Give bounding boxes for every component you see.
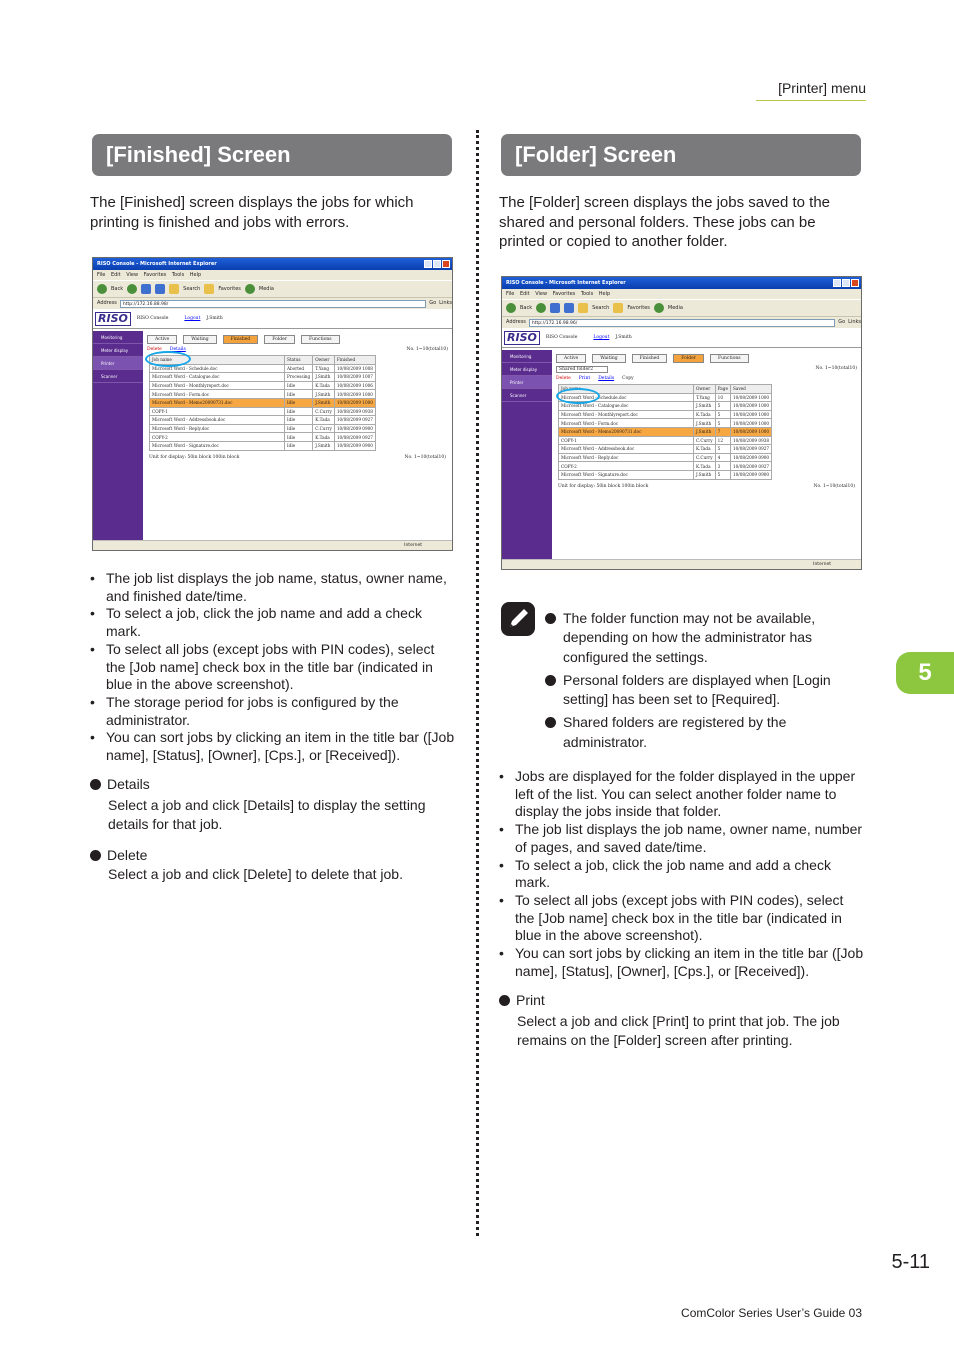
table-cell[interactable]: Microsoft Word - Signature.doc <box>150 441 285 450</box>
details-button[interactable]: Details <box>598 376 615 381</box>
table-cell: Idle <box>285 424 313 433</box>
page-number: 5-11 <box>891 1251 930 1273</box>
riso-logo: RISO <box>504 331 540 345</box>
window-title-bar: RISO Console - Microsoft Internet Explorer <box>502 277 861 289</box>
table-cell: 10/08/2009 1007 <box>334 373 375 382</box>
note-item: Personal folders are displayed when [Login setting] has been set to [Required]. <box>545 671 855 710</box>
table-cell[interactable]: Microsoft Word - Addressbook.doc <box>150 416 285 425</box>
delete-item: Delete Select a job and click [Delete] to delete that job. <box>90 846 456 884</box>
table-cell: 5 <box>715 410 730 419</box>
folder-bullets <box>499 768 865 980</box>
table-cell: K.Tada <box>694 445 716 454</box>
table-cell: K.Tada <box>313 381 335 390</box>
table-row[interactable] <box>559 462 772 471</box>
column-header[interactable]: Job name <box>559 385 694 394</box>
note-pencil-icon <box>501 602 535 636</box>
address-bar: Address http://172.16.88.98/ Go Links <box>93 298 452 309</box>
menu-bar[interactable]: File Edit View Favorites Tools Help <box>502 289 861 299</box>
delete-button[interactable]: Delete <box>556 376 571 381</box>
table-row[interactable] <box>150 407 376 416</box>
finished-intro: The [Finished] screen displays the jobs for which printing is finished and jobs with errors. <box>90 194 414 231</box>
table-cell: C.Curry <box>313 407 335 416</box>
sidebar-item-meter[interactable]: Meter display <box>502 363 552 376</box>
home-icon[interactable] <box>564 303 574 313</box>
column-header[interactable]: Owner <box>694 385 716 394</box>
table-row[interactable] <box>150 364 376 373</box>
table-cell: J.Smith <box>694 419 716 428</box>
menu-bar[interactable]: File Edit View Favorites Tools Help <box>93 270 452 280</box>
tab-waiting[interactable]: Waiting <box>592 354 625 363</box>
riso-logo: RISO <box>95 312 131 326</box>
table-row[interactable] <box>150 416 376 425</box>
table-cell: 10/08/2009 0938 <box>334 407 375 416</box>
table-row[interactable] <box>150 390 376 399</box>
table-cell: 4 <box>715 453 730 462</box>
details-button[interactable]: Details <box>169 347 186 352</box>
table-cell: Idle <box>285 407 313 416</box>
sidebar-item-scanner[interactable]: Scanner <box>502 389 552 402</box>
table-row[interactable] <box>150 381 376 390</box>
column-header[interactable]: Job name <box>150 356 285 365</box>
table-cell: 3 <box>715 462 730 471</box>
table-cell: Idle <box>285 416 313 425</box>
logout-link[interactable]: Logout <box>593 335 610 340</box>
table-cell: 10/08/2009 1000 <box>334 390 375 399</box>
table-cell[interactable]: COPY-2 <box>559 462 694 471</box>
address-input[interactable]: http://172.16.88.98/ <box>120 300 426 308</box>
tab-waiting[interactable]: Waiting <box>183 335 216 344</box>
job-actions <box>552 376 861 384</box>
bullet-item: • The storage period for jobs is configured by the administrator. <box>90 694 456 729</box>
table-cell[interactable]: COPY-1 <box>559 436 694 445</box>
table-cell: 10/08/2009 1000 <box>730 410 771 419</box>
table-cell[interactable]: Microsoft Word - Signature.doc <box>559 470 694 479</box>
media-icon[interactable] <box>654 303 664 313</box>
maximize-icon[interactable] <box>433 260 441 268</box>
table-cell: C.Curry <box>313 424 335 433</box>
table-cell[interactable]: Microsoft Word - Schedule.doc <box>559 393 694 402</box>
tab-folder[interactable]: Folder <box>264 335 295 344</box>
table-cell: 10/08/2009 0900 <box>730 470 771 479</box>
tab-finished[interactable]: Finished <box>223 335 259 344</box>
table-cell: 10/08/2009 1006 <box>334 381 375 390</box>
table-cell: 10/08/2009 0938 <box>730 436 771 445</box>
unit-100-radio[interactable]: 100in block <box>621 483 649 489</box>
print-button[interactable]: Print <box>578 376 591 381</box>
search-icon[interactable] <box>169 284 179 294</box>
column-header[interactable]: Page <box>715 385 730 394</box>
console-sidebar <box>93 331 143 542</box>
sidebar-item-printer[interactable]: Printer <box>502 376 552 389</box>
stop-icon[interactable] <box>141 284 151 294</box>
table-row[interactable] <box>150 373 376 382</box>
table-cell[interactable]: Microsoft Word - Memo20090731.doc <box>559 427 694 436</box>
table-cell[interactable]: Microsoft Word - Form.doc <box>559 419 694 428</box>
table-cell: K.Tada <box>694 410 716 419</box>
table-cell: 10/08/2009 0900 <box>334 424 375 433</box>
bullet-item: • The job list displays the job name, status, owner name, and finished date/time. <box>90 570 456 605</box>
table-cell: 10/08/2009 1000 <box>730 419 771 428</box>
table-cell: C.Curry <box>694 436 716 445</box>
folder-select[interactable]: Shared folder2 <box>556 366 608 373</box>
console-tabs <box>552 350 861 363</box>
tab-finished[interactable]: Finished <box>632 354 668 363</box>
table-cell: 10/08/2009 0927 <box>730 445 771 454</box>
table-cell[interactable]: Microsoft Word - Reply.doc <box>150 424 285 433</box>
sidebar-item-meter[interactable]: Meter display <box>93 344 143 357</box>
table-row[interactable] <box>559 402 772 411</box>
folder-screenshot <box>501 276 862 570</box>
browser-toolbar: Back Search Favorites Media <box>502 299 861 317</box>
table-cell: Aborted <box>285 364 313 373</box>
stop-icon[interactable] <box>550 303 560 313</box>
table-cell: K.Tada <box>313 433 335 442</box>
table-cell[interactable]: COPY-1 <box>150 407 285 416</box>
console-header: RISO RISO Console Logout J.Smith <box>93 309 452 329</box>
table-row[interactable] <box>559 436 772 445</box>
go-button[interactable]: Go <box>838 319 846 325</box>
table-cell: 7 <box>715 427 730 436</box>
forward-icon[interactable] <box>536 303 546 313</box>
table-cell: Idle <box>285 398 313 407</box>
maximize-icon[interactable] <box>842 279 850 287</box>
running-header: [Printer] menu <box>756 80 866 101</box>
table-row[interactable] <box>559 410 772 419</box>
column-header[interactable]: Finished <box>334 356 375 365</box>
table-cell: Idle <box>285 390 313 399</box>
table-row[interactable] <box>559 445 772 454</box>
table-cell: Processing <box>285 373 313 382</box>
close-icon[interactable] <box>851 279 859 287</box>
table-cell: 10/08/2009 1000 <box>730 402 771 411</box>
table-cell: 5 <box>715 445 730 454</box>
table-row[interactable] <box>150 424 376 433</box>
tab-functions[interactable]: Functions <box>301 335 340 344</box>
unit-for-display: Unit for display: 50in block 100in block No. 1~10(total10) <box>149 454 446 460</box>
table-cell: J.Smith <box>313 398 335 407</box>
table-cell: 10/08/2009 1000 <box>334 398 375 407</box>
table-cell: 10/08/2009 0927 <box>334 433 375 442</box>
table-row[interactable] <box>150 433 376 442</box>
table-cell: Idle <box>285 441 313 450</box>
finished-screenshot <box>92 257 453 551</box>
console-sidebar <box>502 350 552 561</box>
favorites-icon[interactable] <box>204 284 214 294</box>
column-header[interactable]: Owner <box>313 356 335 365</box>
finished-bullets <box>90 570 456 765</box>
note-item: Shared folders are registered by the administrator. <box>545 713 855 752</box>
table-cell: 5 <box>715 470 730 479</box>
paging-info: No. 1~10(total10) <box>815 366 857 371</box>
table-cell[interactable]: Microsoft Word - Reply.doc <box>559 453 694 462</box>
table-row[interactable] <box>559 427 772 436</box>
sidebar-item-scanner[interactable]: Scanner <box>93 370 143 383</box>
minimize-icon[interactable] <box>833 279 841 287</box>
table-cell: J.Smith <box>694 402 716 411</box>
table-cell[interactable]: Microsoft Word - Catalogue.doc <box>150 373 285 382</box>
table-row[interactable] <box>559 419 772 428</box>
search-icon[interactable] <box>578 303 588 313</box>
table-cell: Idle <box>285 381 313 390</box>
table-cell: 12 <box>715 436 730 445</box>
tab-functions[interactable]: Functions <box>710 354 749 363</box>
table-cell: 10/08/2009 0900 <box>334 441 375 450</box>
address-bar: Address http://172.16.98.96/ Go Links <box>502 317 861 328</box>
table-cell: 10/08/2009 1000 <box>730 393 771 402</box>
table-cell[interactable]: Microsoft Word - Addressbook.doc <box>559 445 694 454</box>
column-header[interactable]: Saved <box>730 385 771 394</box>
status-bar: Internet <box>93 540 452 550</box>
table-cell[interactable]: Microsoft Word - Schedule.doc <box>150 364 285 373</box>
table-cell: K.Tada <box>694 462 716 471</box>
unit-50-radio[interactable]: 50in block <box>596 483 621 489</box>
window-title-bar: RISO Console - Microsoft Internet Explorer <box>93 258 452 270</box>
table-cell: J.Smith <box>694 470 716 479</box>
table-cell: Idle <box>285 433 313 442</box>
console-tabs <box>143 331 452 344</box>
sidebar-item-printer[interactable]: Printer <box>93 357 143 370</box>
tab-folder[interactable]: Folder <box>673 354 704 363</box>
table-cell[interactable]: Microsoft Word - Memo20090731.doc <box>150 398 285 407</box>
sidebar-item-monitoring[interactable]: Monitoring <box>502 350 552 363</box>
table-cell: 10/08/2009 1008 <box>334 364 375 373</box>
unit-for-display: Unit for display: 50in block 100in block No. 1~10(total10) <box>558 483 855 489</box>
paging-info: No. 1~10(total10) <box>406 347 448 352</box>
console-header: RISO RISO Console Logout J.Smith <box>502 328 861 348</box>
folder-section-title: [Folder] Screen <box>501 134 861 176</box>
tab-active[interactable]: Active <box>556 354 586 363</box>
bullet-item: • You can sort jobs by clicking an item in the title bar ([Job name], [Status], [Owner], [Cps.], or [Received]). <box>499 945 865 980</box>
column-header[interactable]: Status <box>285 356 313 365</box>
tab-active[interactable]: Active <box>147 335 177 344</box>
bullet-item: • You can sort jobs by clicking an item in the title bar ([Job name], [Status], [Owner], [Cps.], or [Received]). <box>90 729 456 764</box>
table-cell: J.Smith <box>313 441 335 450</box>
table-cell: 5 <box>715 419 730 428</box>
table-cell: 5 <box>715 402 730 411</box>
table-cell: 10/08/2009 1000 <box>730 427 771 436</box>
bullet-item: • To select all jobs (except jobs with PIN codes), select the [Job name] check box in the title bar (indicated in blue in the above screenshot). <box>499 892 865 945</box>
address-input[interactable]: http://172.16.98.96/ <box>529 319 835 327</box>
unit-100-radio[interactable]: 100in block <box>212 454 240 460</box>
delete-button[interactable]: Delete <box>147 347 162 352</box>
table-cell[interactable]: Microsoft Word - Form.doc <box>150 390 285 399</box>
bullet-item: • To select all jobs (except jobs with PIN codes), select the [Job name] check box in the title bar (indicated in blue in the above screenshot). <box>90 641 456 694</box>
bullet-item: • The job list displays the job name, owner name, number of pages, and saved date/time. <box>499 821 865 856</box>
table-cell: J.Smith <box>694 427 716 436</box>
folder-intro: The [Folder] screen displays the jobs saved to the shared and personal folders. These jobs can be printed or copied to another folder. <box>499 194 831 250</box>
favorites-icon[interactable] <box>613 303 623 313</box>
table-cell[interactable]: Microsoft Word - Catalogue.doc <box>559 402 694 411</box>
copy-button[interactable]: Copy <box>622 376 634 381</box>
home-icon[interactable] <box>155 284 165 294</box>
job-name-highlight-circle <box>556 388 600 404</box>
job-actions <box>143 344 452 355</box>
unit-50-radio[interactable]: 50in block <box>187 454 212 460</box>
table-cell: 10/08/2009 0927 <box>334 416 375 425</box>
table-cell: 10/08/2009 0900 <box>730 453 771 462</box>
table-row[interactable] <box>150 398 376 407</box>
forward-icon[interactable] <box>127 284 137 294</box>
job-table <box>149 355 376 451</box>
table-cell: J.Smith <box>313 373 335 382</box>
table-row[interactable] <box>150 441 376 450</box>
go-button[interactable]: Go <box>429 300 437 306</box>
bullet-item: • To select a job, click the job name and add a check mark. <box>90 605 456 640</box>
status-bar: Internet <box>502 559 861 569</box>
table-cell: T.Yang <box>313 364 335 373</box>
guide-footer: ComColor Series User’s Guide 03 <box>681 1306 862 1320</box>
bullet-item: • To select a job, click the job name and add a check mark. <box>499 857 865 892</box>
back-icon[interactable] <box>506 303 516 313</box>
close-icon[interactable] <box>442 260 450 268</box>
table-cell[interactable]: Microsoft Word - Monthlyreport.doc <box>150 381 285 390</box>
table-cell[interactable]: COPY-2 <box>150 433 285 442</box>
job-name-highlight-circle <box>145 351 191 367</box>
user-name: J.Smith <box>206 316 223 321</box>
folder-notes <box>545 609 855 756</box>
details-item: Details Select a job and click [Details] to display the setting details for that job. <box>90 775 456 834</box>
table-cell: J.Smith <box>313 390 335 399</box>
finished-section-title: [Finished] Screen <box>92 134 452 176</box>
bullet-item: • Jobs are displayed for the folder displayed in the upper left of the list. You can select another folder name to display the jobs inside that folder. <box>499 768 865 821</box>
table-cell[interactable]: Microsoft Word - Monthlyreport.doc <box>559 410 694 419</box>
browser-toolbar: Back Search Favorites Media <box>93 280 452 298</box>
logout-link[interactable]: Logout <box>184 316 201 321</box>
console-main <box>143 331 452 542</box>
print-item: Print Select a job and click [Print] to print that job. The job remains on the [Folder] screen after printing. <box>499 991 865 1050</box>
media-icon[interactable] <box>245 284 255 294</box>
table-cell: T.Yang <box>694 393 716 402</box>
sidebar-item-monitoring[interactable]: Monitoring <box>93 331 143 344</box>
console-main <box>552 350 861 561</box>
table-cell: 10 <box>715 393 730 402</box>
back-icon[interactable] <box>97 284 107 294</box>
table-row[interactable] <box>559 453 772 462</box>
minimize-icon[interactable] <box>424 260 432 268</box>
chapter-tab: 5 <box>896 652 954 694</box>
user-name: J.Smith <box>615 335 632 340</box>
table-row[interactable] <box>559 470 772 479</box>
folder-select-row <box>552 363 861 376</box>
table-cell: K.Tada <box>313 416 335 425</box>
note-item: The folder function may not be available, depending on how the administrator has configured the settings. <box>545 609 855 667</box>
column-divider <box>476 130 479 1236</box>
table-cell: 10/08/2009 0927 <box>730 462 771 471</box>
table-cell: C.Curry <box>694 453 716 462</box>
